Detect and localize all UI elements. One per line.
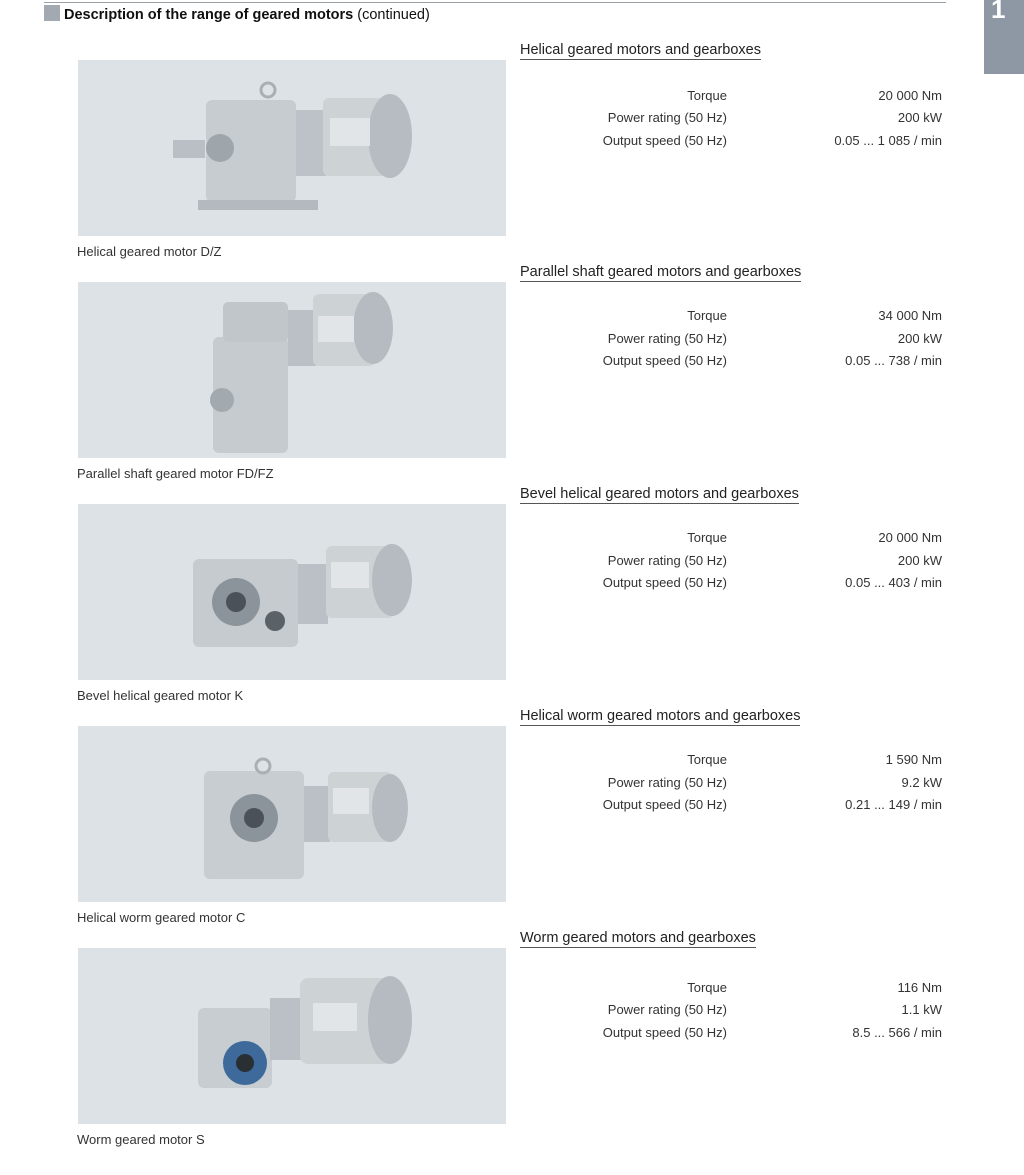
product-photo-worm [78, 948, 506, 1124]
spec-label-power: Power rating (50 Hz) [607, 331, 727, 346]
section-title[interactable]: Parallel shaft geared motors and gearboxes [520, 264, 802, 280]
spec-label-power: Power rating (50 Hz) [607, 775, 727, 790]
spec-value-torque: 20 000 Nm [878, 88, 942, 103]
product-section-bevel-helical [0, 486, 1024, 726]
page-title [64, 7, 430, 23]
spec-label-speed: Output speed (50 Hz) [602, 1025, 727, 1040]
spec-value-power: 200 kW [897, 553, 942, 568]
section-title[interactable]: Bevel helical geared motors and gearboxes [520, 486, 799, 502]
product-caption: Helical geared motor D/Z [77, 244, 222, 259]
spec-label-speed: Output speed (50 Hz) [602, 353, 727, 368]
product-caption: Parallel shaft geared motor FD/FZ [77, 466, 274, 481]
section-title[interactable]: Helical worm geared motors and gearboxes [520, 708, 801, 724]
spec-label-torque: Torque [687, 308, 727, 323]
spec-value-power: 9.2 kW [901, 775, 942, 790]
spec-value-speed: 0.05 ... 738 / min [845, 353, 942, 368]
product-section-worm [0, 930, 1024, 1170]
section-title[interactable]: Helical geared motors and gearboxes [520, 42, 761, 58]
spec-value-torque: 116 Nm [897, 980, 942, 995]
spec-value-speed: 0.21 ... 149 / min [845, 797, 942, 812]
spec-label-torque: Torque [687, 88, 727, 103]
spec-label-power: Power rating (50 Hz) [607, 553, 727, 568]
product-section-helical-worm [0, 708, 1024, 948]
spec-label-torque: Torque [687, 530, 727, 545]
header-marker [44, 5, 60, 21]
page-title-bold: Description of the range of geared motors [64, 7, 354, 23]
spec-value-power: 200 kW [897, 331, 942, 346]
spec-value-torque: 20 000 Nm [878, 530, 942, 545]
spec-label-power: Power rating (50 Hz) [607, 110, 727, 125]
product-photo-helical [78, 60, 506, 236]
spec-label-torque: Torque [687, 752, 727, 767]
spec-value-speed: 0.05 ... 403 / min [845, 575, 942, 590]
product-section-helical [0, 42, 1024, 282]
section-title[interactable]: Worm geared motors and gearboxes [520, 930, 756, 946]
product-photo-helical-worm [78, 726, 506, 902]
product-photo-parallel-shaft [78, 282, 506, 458]
spec-value-power: 1.1 kW [901, 1002, 942, 1017]
chapter-tab-label: 1 [991, 0, 1006, 24]
spec-label-torque: Torque [687, 980, 727, 995]
product-caption: Helical worm geared motor C [77, 910, 246, 925]
product-section-parallel-shaft [0, 264, 1024, 504]
spec-value-power: 200 kW [897, 110, 942, 125]
product-photo-bevel-helical [78, 504, 506, 680]
header-rule [44, 2, 946, 3]
spec-value-speed: 8.5 ... 566 / min [852, 1025, 942, 1040]
spec-label-speed: Output speed (50 Hz) [602, 133, 727, 148]
spec-label-speed: Output speed (50 Hz) [602, 575, 727, 590]
product-caption: Worm geared motor S [77, 1132, 205, 1147]
spec-value-torque: 1 590 Nm [885, 752, 942, 767]
page-title-continued: (continued) [357, 7, 430, 23]
spec-value-torque: 34 000 Nm [878, 308, 942, 323]
spec-label-speed: Output speed (50 Hz) [602, 797, 727, 812]
product-caption: Bevel helical geared motor K [77, 688, 244, 703]
spec-value-speed: 0.05 ... 1 085 / min [834, 133, 942, 148]
spec-label-power: Power rating (50 Hz) [607, 1002, 727, 1017]
